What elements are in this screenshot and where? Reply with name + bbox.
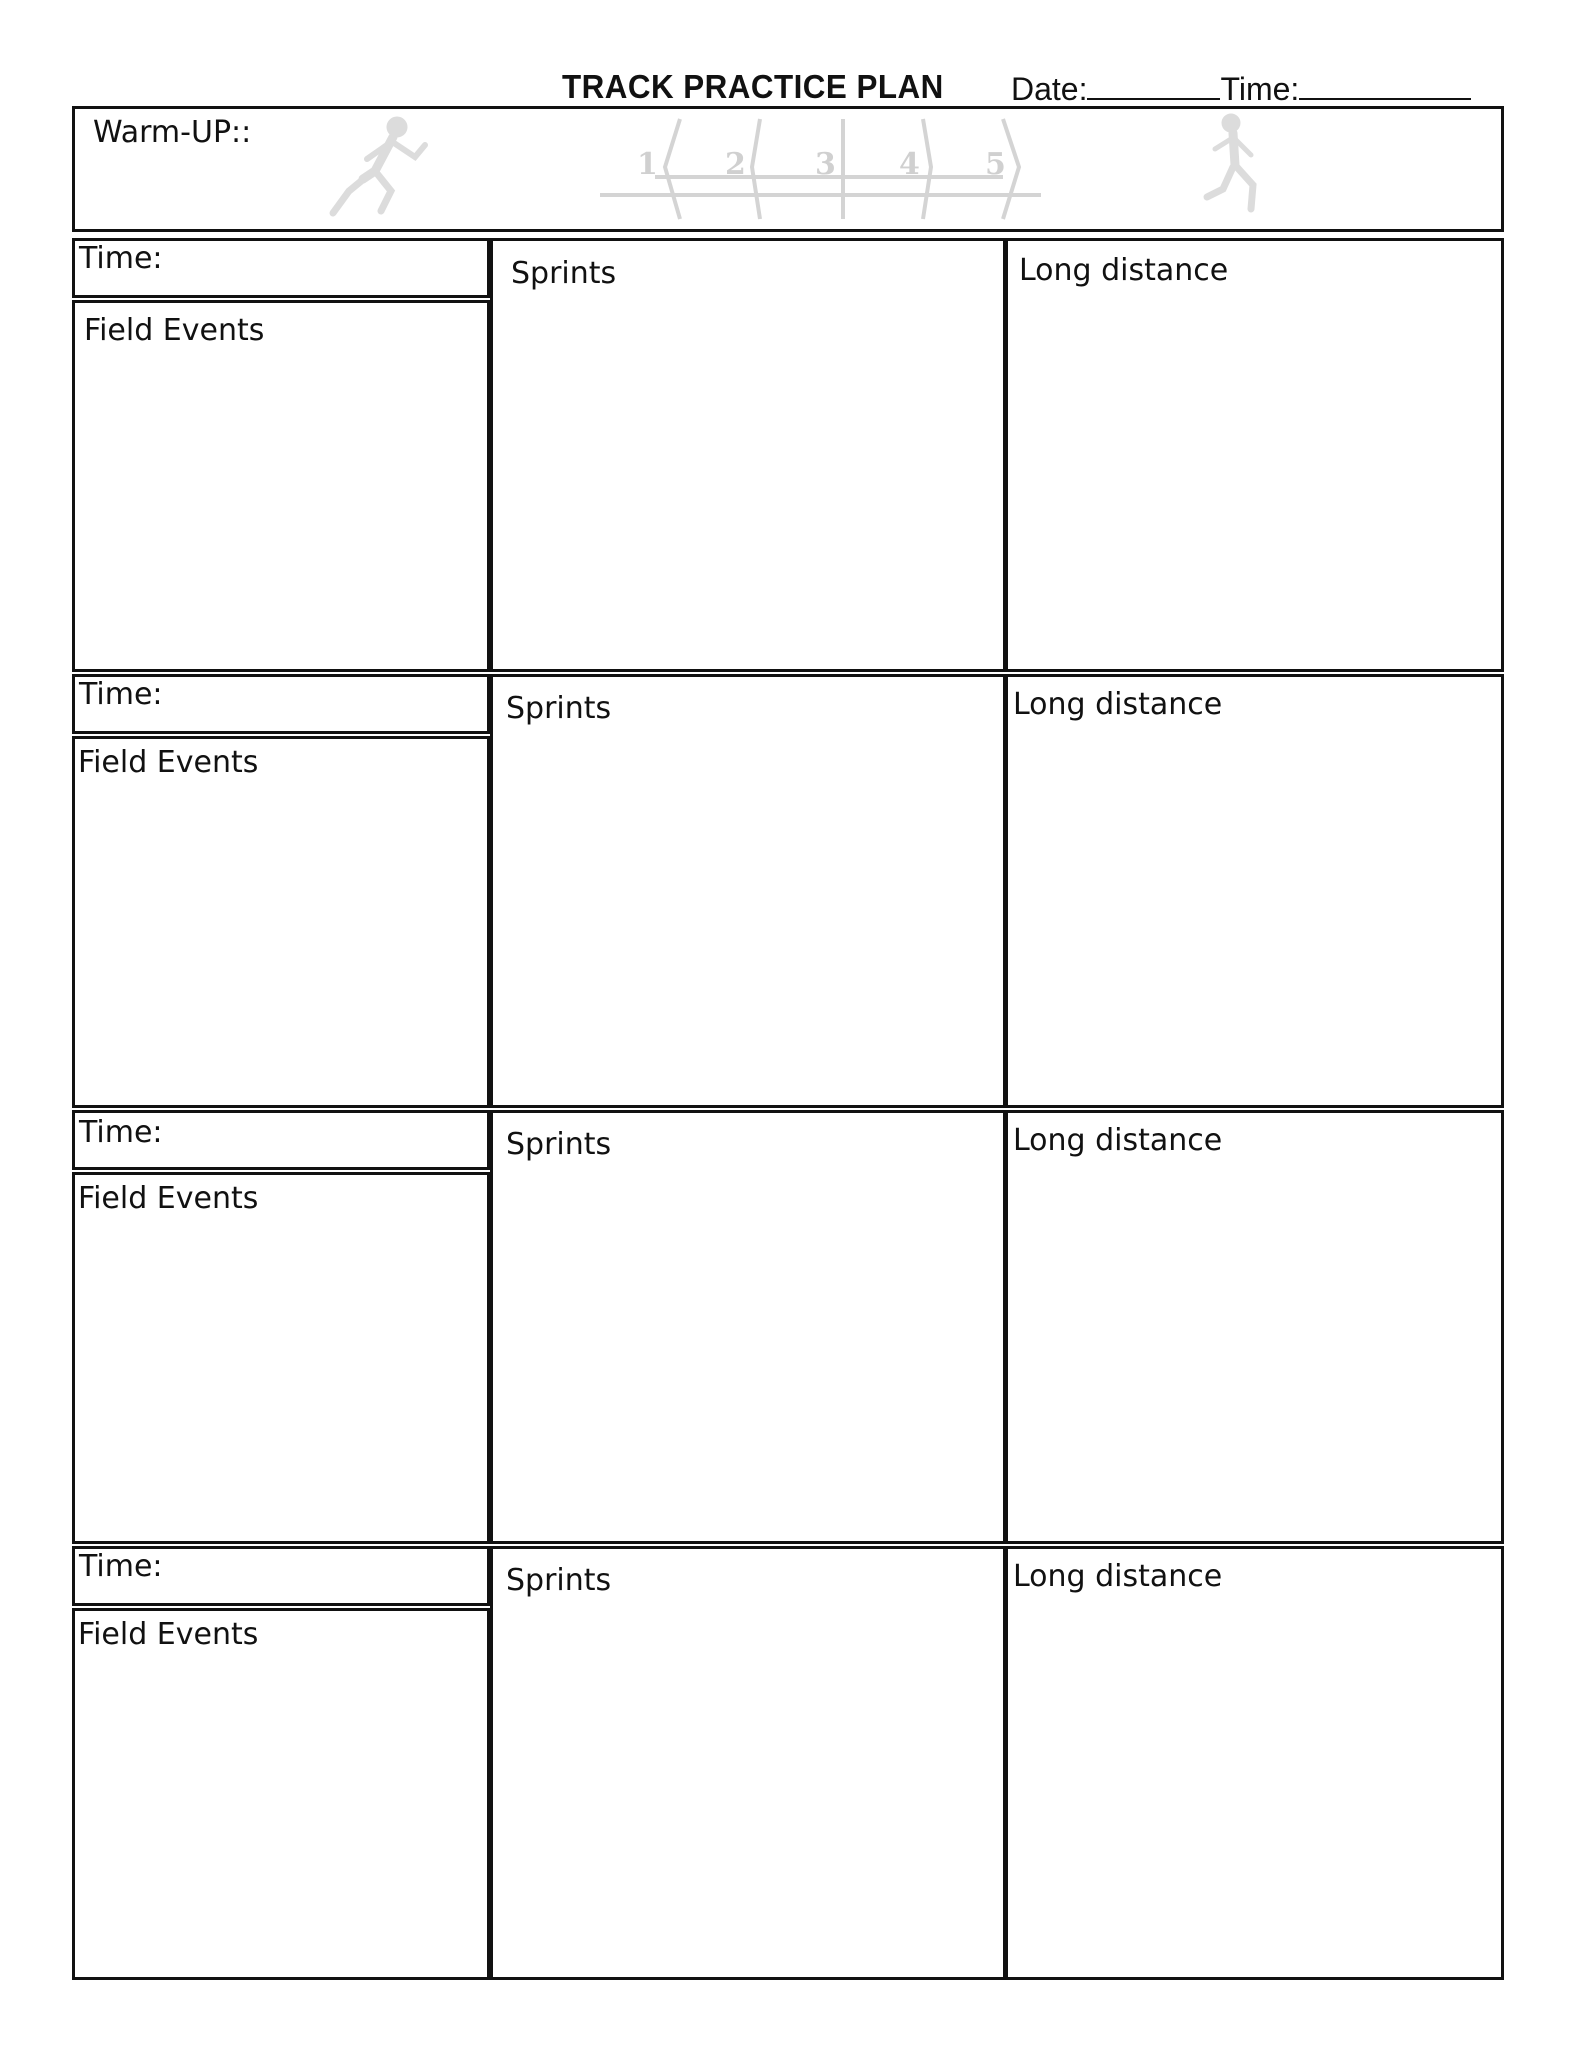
lane-number: 5: [985, 147, 1006, 182]
field-events-cell[interactable]: [72, 736, 490, 1108]
field-events-label: Field Events: [78, 1617, 259, 1652]
field-events-cell[interactable]: [72, 300, 490, 672]
time-cell-label: Time:: [79, 241, 163, 276]
date-field[interactable]: [1087, 68, 1220, 100]
time-cell[interactable]: [72, 1546, 490, 1606]
date-label: Date:: [1011, 71, 1088, 107]
warmup-label: Warm-UP::: [93, 115, 252, 150]
field-events-label: Field Events: [84, 313, 265, 348]
runner-right-icon: [1207, 114, 1253, 209]
runner-left-icon: [333, 117, 425, 213]
long-distance-label: Long distance: [1013, 687, 1223, 722]
time-cell-label: Time:: [79, 1115, 163, 1150]
lane-number: 1: [637, 147, 658, 182]
sprints-label: Sprints: [511, 256, 617, 291]
field-events-label: Field Events: [78, 1181, 259, 1216]
page-title: TRACK PRACTICE PLAN: [562, 68, 944, 105]
time-label: Time:: [1220, 71, 1300, 107]
long-distance-cell[interactable]: [1005, 674, 1504, 1108]
sprints-cell[interactable]: [490, 1110, 1006, 1544]
time-cell[interactable]: [72, 674, 490, 734]
sprints-label: Sprints: [506, 1127, 612, 1162]
lane-number: 3: [815, 147, 836, 182]
warmup-box[interactable]: [72, 106, 1504, 232]
long-distance-cell[interactable]: [1005, 1546, 1504, 1980]
sprints-label: Sprints: [506, 691, 612, 726]
time-field[interactable]: [1299, 68, 1471, 100]
long-distance-label: Long distance: [1013, 1123, 1223, 1158]
field-events-cell[interactable]: [72, 1608, 490, 1980]
lane-number: 2: [725, 147, 746, 182]
date-time-line: [1011, 68, 1471, 108]
time-cell-label: Time:: [79, 677, 163, 712]
track-watermark: [75, 109, 1501, 229]
long-distance-label: Long distance: [1019, 253, 1229, 288]
field-events-cell[interactable]: [72, 1172, 490, 1544]
field-events-label: Field Events: [78, 745, 259, 780]
long-distance-cell[interactable]: [1005, 1110, 1504, 1544]
sprints-cell[interactable]: [490, 674, 1006, 1108]
lane-number: 4: [899, 147, 920, 182]
sprints-cell[interactable]: [490, 238, 1006, 672]
sprints-label: Sprints: [506, 1563, 612, 1598]
time-cell[interactable]: [72, 238, 490, 298]
time-cell[interactable]: [72, 1110, 490, 1170]
long-distance-cell[interactable]: [1005, 238, 1504, 672]
sprints-cell[interactable]: [490, 1546, 1006, 1980]
time-cell-label: Time:: [79, 1549, 163, 1584]
long-distance-label: Long distance: [1013, 1559, 1223, 1594]
